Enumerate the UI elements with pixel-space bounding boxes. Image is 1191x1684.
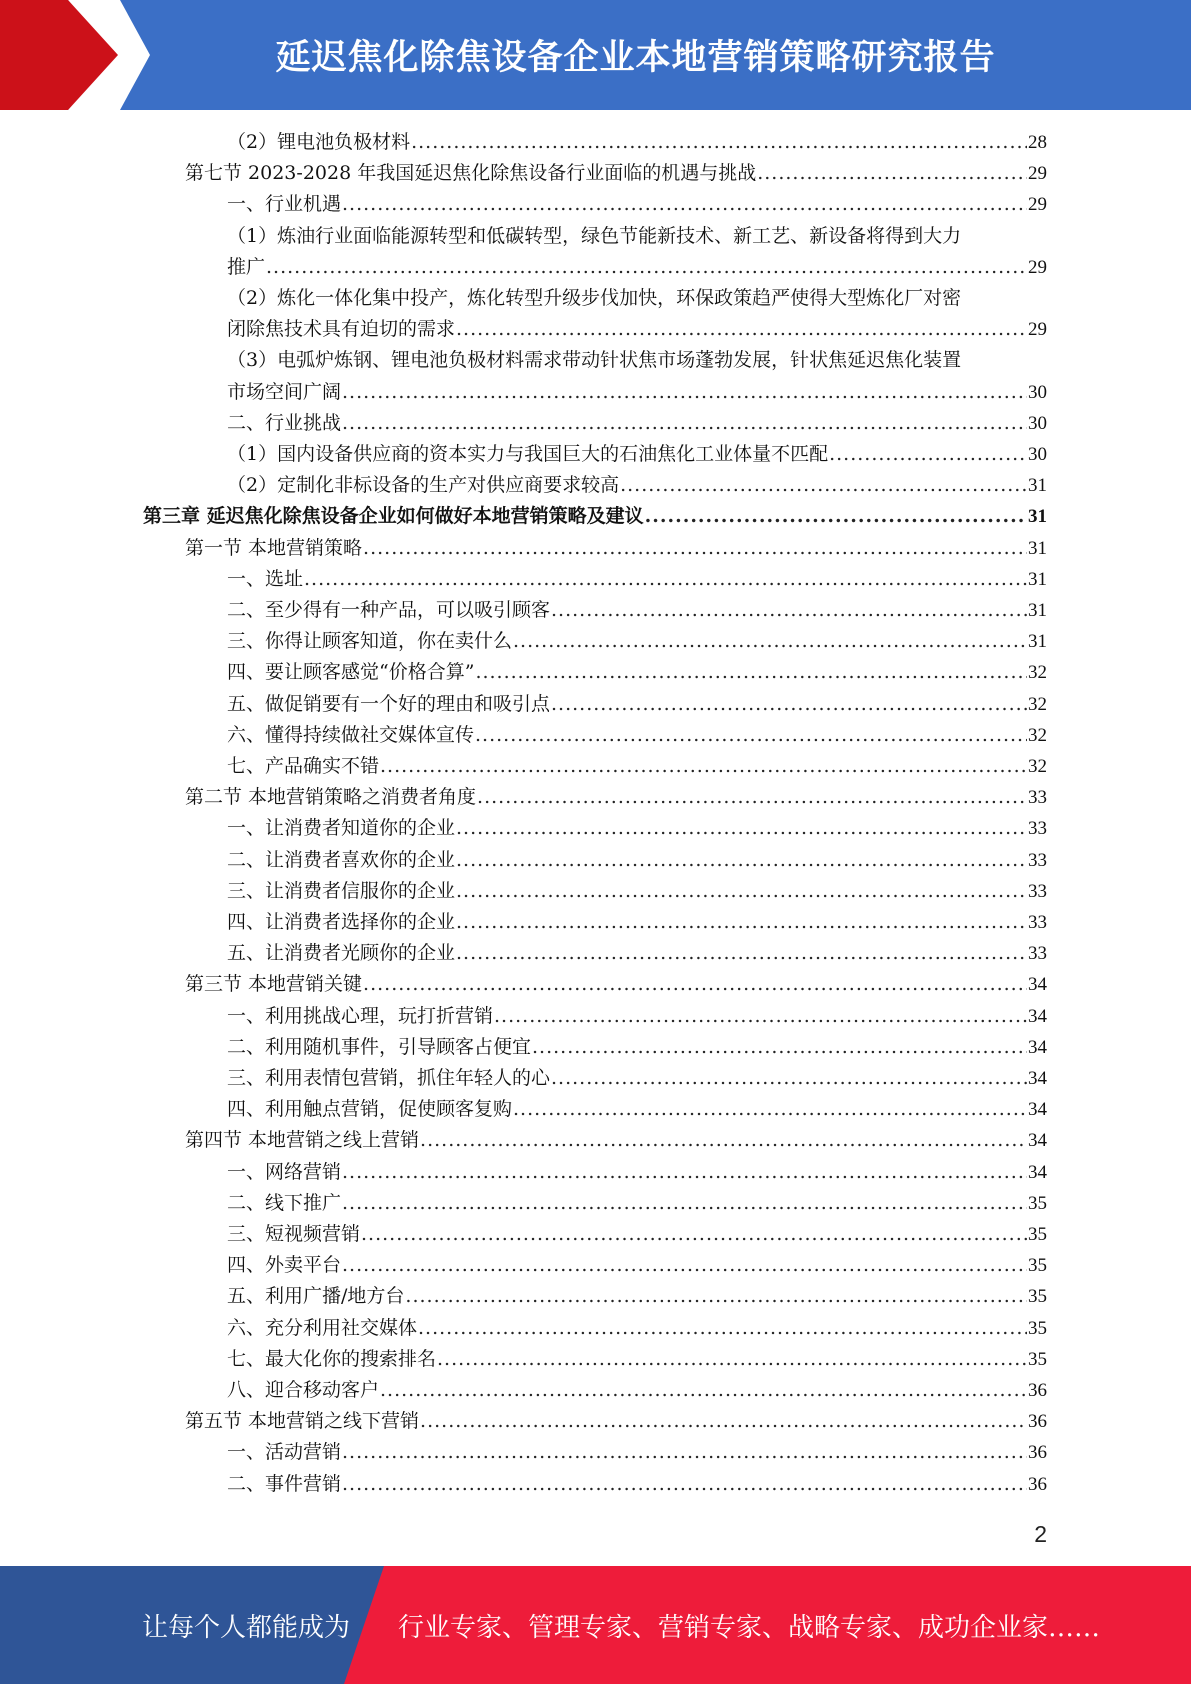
toc-leader-dots xyxy=(363,969,1027,1000)
toc-leader-dots xyxy=(361,1219,1027,1250)
toc-entry[interactable] xyxy=(227,657,1047,688)
toc-leader-dots xyxy=(342,1250,1027,1281)
toc-entry[interactable] xyxy=(227,938,1047,969)
toc-page-number: 34 xyxy=(1028,1161,1047,1183)
toc-leader-dots xyxy=(342,377,1027,408)
toc-leader-dots xyxy=(456,907,1027,938)
toc-entry-text: 六、充分利用社交媒体 xyxy=(227,1316,418,1339)
toc-entry-text: （3）电弧炉炼钢、锂电池负极材料需求带动针状焦市场蓬勃发展，针状焦延迟焦化装置 xyxy=(227,349,962,372)
toc-leader-dots xyxy=(645,501,1027,532)
toc-entry-text: 第三节 本地营销关键 xyxy=(185,973,363,996)
toc-page-number: 34 xyxy=(1028,974,1047,996)
toc-leader-dots xyxy=(757,158,1027,189)
toc-leader-dots xyxy=(456,845,1027,876)
toc-entry-text: （1）炼油行业面临能源转型和低碳转型，绿色节能新技术、新工艺、新设备将得到大力 xyxy=(227,224,962,247)
toc-entry-text: 八、迎合移动客户 xyxy=(227,1379,380,1401)
toc-leader-dots xyxy=(551,689,1027,720)
toc-entry[interactable] xyxy=(227,1469,1047,1500)
toc-leader-dots xyxy=(342,1157,1027,1188)
toc-entry-text: 一、活动营销 xyxy=(227,1441,342,1464)
toc-page-number: 29 xyxy=(1028,256,1047,278)
toc-leader-dots xyxy=(551,595,1027,626)
toc-entry[interactable] xyxy=(227,1094,1047,1125)
toc-entry[interactable] xyxy=(227,626,1047,657)
toc-entry-text: 第七节 2023-2028 年我国延迟焦化除焦设备行业面临的机遇与挑战 xyxy=(185,162,757,185)
toc-entry[interactable] xyxy=(227,564,1047,595)
page-header xyxy=(0,0,1191,110)
toc-leader-dots xyxy=(475,657,1027,688)
toc-entry[interactable] xyxy=(185,1406,1047,1437)
toc-page-number: 34 xyxy=(1028,1068,1047,1089)
toc-entry-continuation: 推广 xyxy=(227,255,266,278)
toc-page-number: 34 xyxy=(1028,1130,1047,1152)
toc-entry[interactable] xyxy=(185,969,1047,1000)
toc-entry[interactable] xyxy=(227,1001,1047,1032)
toc-page-number: 32 xyxy=(1028,693,1047,715)
toc-page-number: 31 xyxy=(1028,506,1047,528)
toc-leader-dots xyxy=(620,470,1027,501)
toc-entry-text: 七、产品确实不错 xyxy=(227,755,380,777)
toc-entry-continuation: 闭除焦技术具有迫切的需求 xyxy=(227,318,456,341)
toc-page-number: 31 xyxy=(1028,568,1047,590)
toc-entry[interactable] xyxy=(185,533,1047,564)
page-number: 2 xyxy=(1034,1521,1047,1547)
toc-page-number: 32 xyxy=(1028,662,1047,684)
toc-entry[interactable] xyxy=(227,751,1047,782)
toc-entry[interactable] xyxy=(227,127,1047,158)
footer-slogan-left: 让每个人都能成为 xyxy=(142,1612,351,1643)
toc-page-number: 34 xyxy=(1028,1005,1047,1027)
toc-entry[interactable] xyxy=(227,1281,1047,1312)
toc-leader-dots xyxy=(342,1437,1027,1468)
toc-page-number: 36 xyxy=(1028,1411,1047,1433)
toc-leader-dots xyxy=(420,1406,1027,1437)
toc-page-number: 34 xyxy=(1028,1036,1047,1058)
toc-entry[interactable] xyxy=(227,813,1047,844)
toc-page-number: 33 xyxy=(1028,818,1047,840)
toc-entry-text: 第二节 本地营销策略之消费者角度 xyxy=(185,786,477,809)
toc-entry-text: 第四节 本地营销之线上营销 xyxy=(185,1129,420,1152)
toc-entry[interactable] xyxy=(185,782,1047,813)
toc-page-number: 32 xyxy=(1028,756,1047,777)
toc-leader-dots xyxy=(418,1313,1027,1344)
toc-chapter-entry[interactable] xyxy=(143,501,1047,532)
toc-entry-text: 四、外卖平台 xyxy=(227,1254,342,1277)
toc-page-number: 35 xyxy=(1028,1317,1047,1339)
toc-leader-dots xyxy=(532,1032,1027,1063)
toc-entry-text: 五、让消费者光顾你的企业 xyxy=(227,942,456,965)
toc-entry[interactable] xyxy=(227,720,1047,751)
toc-entry-text: 一、行业机遇 xyxy=(227,193,342,216)
toc-page-number: 33 xyxy=(1028,943,1047,965)
toc-entry-text: （2）炼化一体化集中投产，炼化转型升级步伐加快，环保政策趋严使得大型炼化厂对密 xyxy=(227,287,962,309)
toc-page-number: 31 xyxy=(1028,537,1047,559)
toc-page-number: 30 xyxy=(1028,444,1047,465)
toc-entry-text: 四、让消费者选择你的企业 xyxy=(227,911,456,933)
toc-entry-text: 一、选址 xyxy=(227,567,304,590)
toc-entry-text: 五、做促销要有一个好的理由和吸引点 xyxy=(227,692,551,715)
report-title: 延迟焦化除焦设备企业本地营销策略研究报告 xyxy=(275,38,996,78)
toc-leader-dots xyxy=(456,314,1027,345)
toc-entry-text: 六、懂得持续做社交媒体宣传 xyxy=(227,723,475,746)
toc-entry[interactable] xyxy=(227,1157,1047,1188)
toc-page-number: 31 xyxy=(1028,631,1047,653)
toc-leader-dots xyxy=(363,533,1027,564)
toc-entry[interactable] xyxy=(185,158,1047,189)
toc-entry-text: 二、事件营销 xyxy=(227,1472,342,1495)
toc-leader-dots xyxy=(380,1375,1027,1406)
toc-entry-text: 第五节 本地营销之线下营销 xyxy=(185,1410,420,1433)
toc-entry[interactable] xyxy=(185,1125,1047,1156)
toc-entry-text: （2）定制化非标设备的生产对供应商要求较高 xyxy=(227,474,620,497)
toc-leader-dots xyxy=(437,1344,1027,1375)
page-footer xyxy=(0,1566,1191,1684)
toc-entry[interactable] xyxy=(227,689,1047,720)
toc-page-number: 35 xyxy=(1028,1192,1047,1214)
toc-entry[interactable] xyxy=(227,845,1047,876)
toc-entry-text: 二、线下推广 xyxy=(227,1191,342,1214)
toc-entry[interactable] xyxy=(227,314,1047,345)
toc-entry[interactable] xyxy=(227,595,1047,626)
toc-entry-text: 三、让消费者信服你的企业 xyxy=(227,879,456,902)
toc-entry-text: 二、让消费者喜欢你的企业 xyxy=(227,848,456,871)
toc-leader-dots xyxy=(494,1001,1027,1032)
toc-entry-text: 一、网络营销 xyxy=(227,1160,342,1183)
toc-leader-dots xyxy=(829,439,1027,470)
toc-leader-dots xyxy=(342,189,1027,220)
toc-leader-dots xyxy=(304,564,1027,595)
toc-entry-text: 五、利用广播/地方台 xyxy=(227,1285,405,1308)
toc-entry[interactable] xyxy=(227,1250,1047,1281)
toc-entry-text: 第一节 本地营销策略 xyxy=(185,536,363,559)
toc-leader-dots xyxy=(475,720,1027,751)
toc-leader-dots xyxy=(342,408,1027,439)
toc-entry-text: 三、利用表情包营销，抓住年轻人的心 xyxy=(227,1067,551,1089)
toc-entry-continuation: 市场空间广阔 xyxy=(227,380,342,403)
toc-entry-text: 二、利用随机事件，引导顾客占便宜 xyxy=(227,1035,532,1058)
toc-page-number: 36 xyxy=(1028,1442,1047,1464)
toc-page-number: 33 xyxy=(1028,912,1047,933)
toc-page-number: 29 xyxy=(1028,163,1047,185)
footer-slogan-right: 行业专家、管理专家、营销专家、战略专家、成功企业家…… xyxy=(398,1612,1101,1643)
toc-entry[interactable] xyxy=(227,1063,1047,1094)
toc-entry[interactable] xyxy=(227,1188,1047,1219)
toc-leader-dots xyxy=(405,1281,1027,1312)
toc-leader-dots xyxy=(551,1063,1027,1094)
toc-entry[interactable] xyxy=(227,1032,1047,1063)
toc-entry-text: 一、让消费者知道你的企业 xyxy=(227,817,456,840)
toc-page-number: 30 xyxy=(1028,381,1047,403)
toc-leader-dots xyxy=(342,1469,1027,1500)
toc-page-number: 35 xyxy=(1028,1224,1047,1245)
toc-entry[interactable] xyxy=(227,907,1047,938)
toc-leader-dots xyxy=(266,252,1027,283)
toc-entry[interactable] xyxy=(227,1437,1047,1468)
toc-page-number: 31 xyxy=(1028,475,1047,497)
toc-leader-dots xyxy=(477,782,1027,813)
toc-leader-dots xyxy=(380,751,1027,782)
toc-leader-dots xyxy=(420,1125,1027,1156)
toc-leader-dots xyxy=(456,813,1027,844)
toc-leader-dots xyxy=(411,127,1027,158)
toc-page-number: 33 xyxy=(1028,880,1047,902)
toc-entry[interactable] xyxy=(227,876,1047,907)
toc-entry-text: 四、利用触点营销，促使顾客复购 xyxy=(227,1098,513,1121)
toc-leader-dots xyxy=(513,1094,1027,1125)
toc-entry[interactable] xyxy=(227,408,1047,439)
toc-page-number: 34 xyxy=(1028,1099,1047,1121)
toc-entry[interactable] xyxy=(227,470,1047,501)
toc-leader-dots xyxy=(513,626,1027,657)
toc-entry[interactable] xyxy=(227,1344,1047,1375)
toc-entry-text: 七、最大化你的搜索排名 xyxy=(227,1347,437,1370)
toc-entry-text: 第三章 延迟焦化除焦设备企业如何做好本地营销策略及建议 xyxy=(143,505,644,528)
toc-page-number: 36 xyxy=(1028,1380,1047,1401)
toc-page-number: 35 xyxy=(1028,1255,1047,1277)
toc-page-number: 30 xyxy=(1028,412,1047,434)
toc-leader-dots xyxy=(456,938,1027,969)
toc-page-number: 29 xyxy=(1028,319,1047,341)
toc-entry[interactable] xyxy=(227,439,1047,470)
toc-page-number: 33 xyxy=(1028,849,1047,871)
toc-leader-dots xyxy=(456,876,1027,907)
toc-page-number: 28 xyxy=(1028,132,1047,153)
toc-page-number: 36 xyxy=(1028,1473,1047,1495)
toc-entry-text: 三、你得让顾客知道，你在卖什么 xyxy=(227,630,513,653)
toc-entry[interactable] xyxy=(227,1219,1047,1250)
toc-page-number: 32 xyxy=(1028,724,1047,746)
toc-entry-text: 二、行业挑战 xyxy=(227,411,342,434)
toc-leader-dots xyxy=(342,1188,1027,1219)
toc-entry-text: 三、短视频营销 xyxy=(227,1223,361,1245)
toc-entry-text: 二、至少得有一种产品，可以吸引顾客 xyxy=(227,599,551,621)
toc-entry[interactable] xyxy=(227,252,1047,283)
toc-entry-text: （1）国内设备供应商的资本实力与我国巨大的石油焦化工业体量不匹配 xyxy=(227,443,829,465)
toc-entry[interactable] xyxy=(227,189,1047,220)
toc-entry-text: 四、要让顾客感觉“价格合算” xyxy=(227,661,475,684)
toc-page-number: 29 xyxy=(1028,194,1047,216)
toc-entry[interactable] xyxy=(227,1375,1047,1406)
toc-entry-text: 一、利用挑战心理，玩打折营销 xyxy=(227,1004,494,1027)
toc-page-number: 31 xyxy=(1028,600,1047,621)
toc-page-number: 33 xyxy=(1028,787,1047,809)
toc-entry-text: （2）锂电池负极材料 xyxy=(227,131,411,153)
toc-page-number: 35 xyxy=(1028,1286,1047,1308)
toc-entry[interactable] xyxy=(227,377,1047,408)
toc-entry[interactable] xyxy=(227,1313,1047,1344)
toc-page-number: 35 xyxy=(1028,1348,1047,1370)
